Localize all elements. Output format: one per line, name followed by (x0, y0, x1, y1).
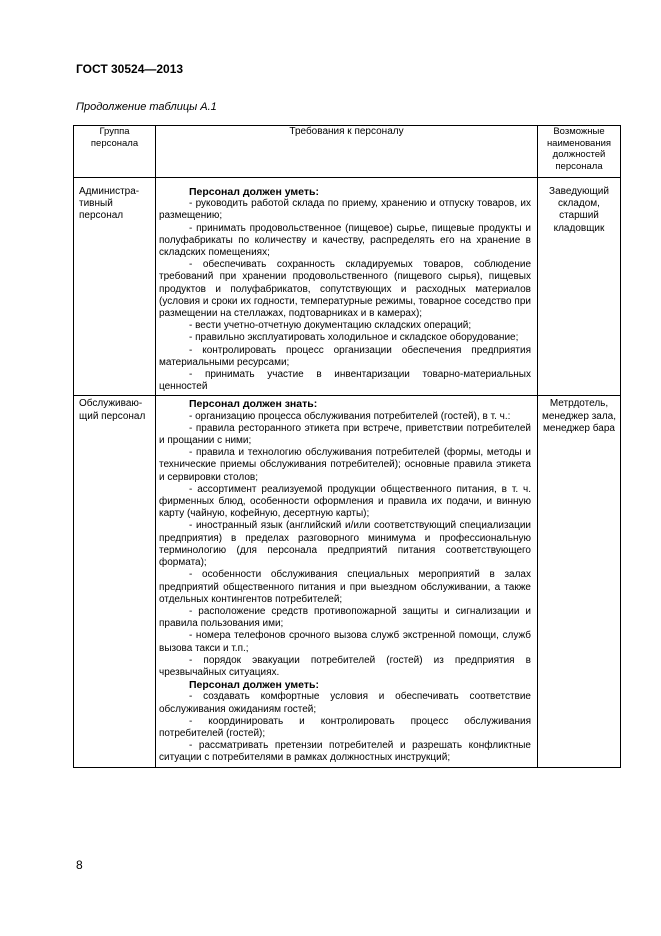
requirements-cell (156, 178, 538, 396)
requirement-item: - организацию процесса обслуживания потребителей (гостей), в т. ч.: (189, 410, 511, 422)
page-number: 8 (76, 858, 83, 872)
header-requirements: Требования к персоналу (156, 126, 538, 178)
requirement-item: - порядок эвакуации потребителей (гостей) из предприятия в чрезвычайных ситуациях. (159, 654, 531, 678)
requirement-item: - принимать участие в инвентаризации товарно-материальных ценностей (159, 369, 531, 393)
requirement-item: - правила и технологию обслуживания потребителей (формы, методы и технические приемы обслуживания потребителей); основные правила этикета и сервировки столов; (159, 447, 531, 483)
requirement-item: - расположение средств противопожарной защиты и сигнализации и правила пользования ими; (159, 605, 531, 630)
positions-cell: Метрдотель, менеджер зала, менеджер бара (538, 396, 621, 767)
group-cell: Обслуживаю-щий персонал (74, 396, 156, 767)
requirement-item: - иностранный язык (английский и/или соответствующий специализации предприятия) в пределах разговорного минимума и профессиональную терминологию (для персонала предприятий питания соответствующего формата); (159, 520, 531, 569)
requirement-item: - номера телефонов срочного вызова служб экстренной помощи, служб вызова такси и т.п.; (159, 630, 531, 654)
header-positions: Возможные наименования должностей персонала (538, 126, 621, 178)
requirement-item: - обеспечивать сохранность складируемых товаров, соблюдение требований при хранении продовольственного (пищевого сырья), пищевых продуктов и полуфабрикатов, сопутствующих и расходных материалов (условия и сроки их годности, температурные режимы, товарное соседство при размещении на стеллажах, подтоварниках и в камерах); (159, 259, 531, 320)
group-cell: Администра-тивный персонал (74, 178, 156, 396)
requirement-item: - контролировать процесс организации обеспечения предприятия материальными ресурсами; (159, 344, 531, 368)
requirement-item: - руководить работой склада по приему, хранению и отпуску товаров, их размещению; (159, 198, 531, 222)
header-group: Группа персонала (74, 126, 156, 178)
section-title: Персонал должен уметь: (189, 186, 319, 198)
standard-designation: ГОСТ 30524—2013 (76, 62, 184, 76)
requirement-item: - вести учетно-отчетную документацию складских операций; (189, 320, 472, 332)
requirement-item: - особенности обслуживания специальных мероприятий в залах предприятий общественного питания и при выездном обслуживании, а также отдельных контингентов потребителей; (159, 569, 531, 605)
section-title: Персонал должен уметь: (189, 679, 319, 692)
table-row-administrative (74, 178, 621, 396)
requirement-item: - правильно эксплуатировать холодильное и складское оборудование; (189, 332, 519, 344)
requirement-item: - координировать и контролировать процесс обслуживания потребителей (гостей); (159, 715, 531, 739)
table-caption: Продолжение таблицы А.1 (76, 101, 217, 113)
table-row-service (74, 396, 621, 767)
requirement-item: - создавать комфортные условия и обеспечивать соответствие обслуживания ожиданиям гостей; (159, 691, 531, 715)
table-header-row (74, 126, 621, 178)
positions-cell: Заведующий складом, старший кладовщик (538, 178, 621, 396)
requirement-item: - рассматривать претензии потребителей и разрешать конфликтные ситуации с потребителями в рамках должностных инструкций; (159, 740, 531, 764)
requirement-item: - ассортимент реализуемой продукции общественного питания, в т. ч. фирменных блюд, особенности оформления и правила их подачи, и винную карту (чайную, кофейную, десертную карты); (159, 483, 531, 520)
requirement-item: - принимать продовольственное (пищевое) сырье, пищевые продукты и полуфабрикаты по количеству и качеству, распределять его на хранение в складских помещениях; (159, 222, 531, 259)
requirement-item: - правила ресторанного этикета при встрече, приветствии потребителей и прощании с ними; (159, 422, 531, 447)
section-title: Персонал должен знать: (189, 398, 318, 411)
requirements-table (73, 125, 621, 768)
requirements-cell (156, 396, 538, 767)
